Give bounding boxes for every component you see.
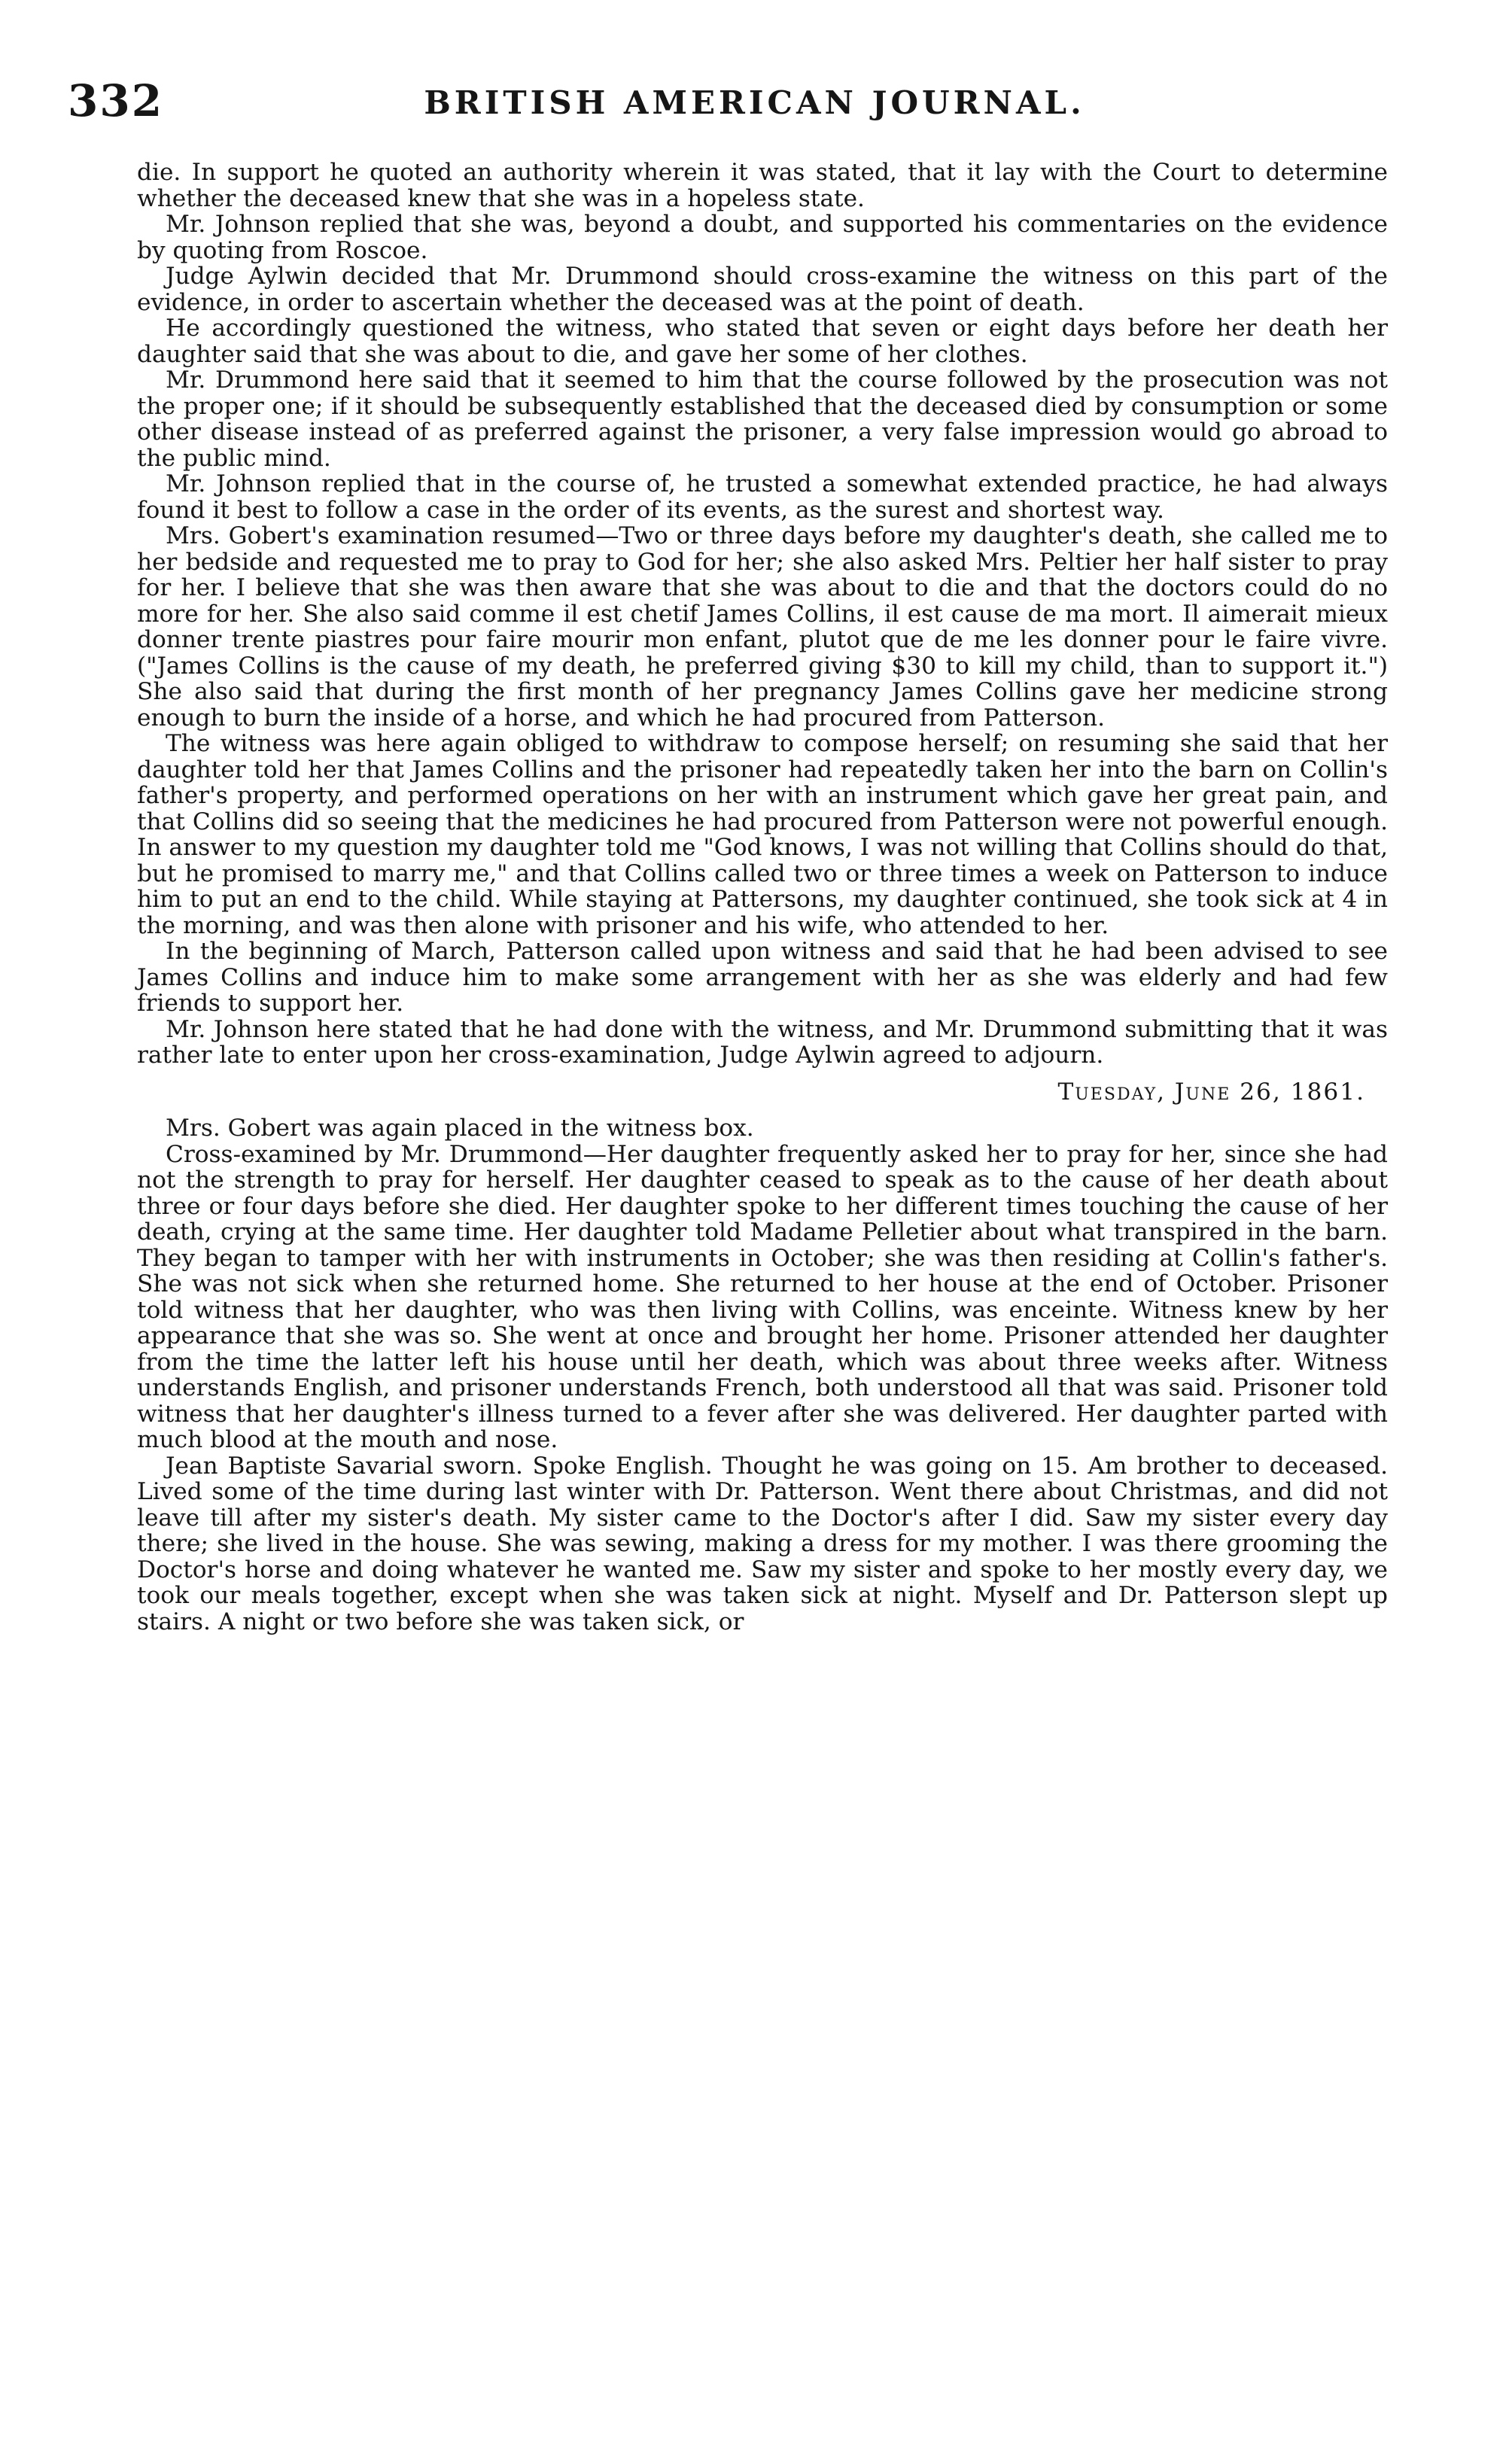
article-body (137, 160, 1388, 1635)
paragraph: Mr. Drummond here said that it seemed to him that the course followed by the prosecution was not the proper one; if it should be subsequently established that the deceased died by consumption or some other disease instead of as preferred against the prisoner, a very false impression would go abroad to the public mind. (137, 367, 1388, 472)
paragraph: Mrs. Gobert's examination resumed—Two or three days before my daughter's death, she called me to her bedside and requested me to pray to God for her; she also asked Mrs. Peltier her half sister to pray for her. I believe that she was then aware that she was about to die and that the doctors could do no more for her. She also said comme il est chetif James Collins, il est cause de ma mort. Il aimerait mieux donner trente piastres pour faire mourir mon enfant, plutot que de me les donner pour le faire vivre. ("James Collins is the cause of my death, he preferred giving $30 to kill my child, than to support it.") She also said that during the first month of her pregnancy James Collins gave her medicine strong enough to burn the inside of a horse, and which he had procured from Patterson. (137, 522, 1388, 732)
paragraph: Mr. Johnson here stated that he had done with the witness, and Mr. Drummond submitting that it was rather late to enter upon her cross-examination, Judge Aylwin agreed to adjourn. (137, 1015, 1388, 1069)
page-number: 332 (68, 75, 164, 126)
paragraph: Mr. Johnson replied that she was, beyond a doubt, and supported his commentaries on the evidence by quoting from Roscoe. (137, 211, 1388, 264)
paragraph: Mr. Johnson replied that in the course of, he trusted a somewhat extended practice, he had always found it best to follow a case in the order of its events, as the surest and shortest way. (137, 470, 1388, 524)
running-head: BRITISH AMERICAN JOURNAL. (424, 84, 1085, 121)
paragraph: Mrs. Gobert was again placed in the witness box. (166, 1115, 754, 1142)
paragraph: The witness was here again obliged to withdraw to compose herself; on resuming she said that her daughter told her that James Collins and the prisoner had repeatedly taken her into the barn on Collin's father's property, and performed operations on her with an instrument which gave her great pain, and that Collins did so seeing that the medicines he had procured from Patterson were not powerful enough. In answer to my question my daughter told me "God knows, I was not willing that Collins should do that, but he promised to marry me," and that Collins called two or three times a week on Patterson to induce him to put an end to the child. While staying at Pattersons, my daughter continued, she took sick at 4 in the morning, and was then alone with prisoner and his wife, who attended to her. (137, 730, 1388, 939)
paragraph: Jean Baptiste Savarial sworn. Spoke English. Thought he was going on 15. Am brother to deceased. Lived some of the time during last winter with Dr. Patterson. Went there about Christmas, and did not leave till after my sister's death. My sister came to the Doctor's after I did. Saw my sister every day there; she lived in the house. She was sewing, making a dress for my mother. I was there grooming the Doctor's horse and doing whatever he wanted me. Saw my sister and spoke to her mostly every day, we took our meals together, except when she was taken sick at night. Myself and Dr. Patterson slept up stairs. A night or two before she was taken sick, or (137, 1452, 1388, 1635)
date-line: Tuesday, June 26, 1861. (1057, 1078, 1365, 1106)
paragraph: die. In support he quoted an authority wherein it was stated, that it lay with the Court to determine whether the deceased knew that she was in a hopeless state. (137, 159, 1388, 212)
paragraph: In the beginning of March, Patterson called upon witness and said that he had been advised to see James Collins and induce him to make some arrangement with her as she was elderly and had few friends to support her. (137, 938, 1388, 1017)
paragraph: Cross-examined by Mr. Drummond—Her daughter frequently asked her to pray for her, since she had not the strength to pray for herself. Her daughter ceased to speak as to the cause of her death about three or four days before she died. Her daughter spoke to her different times touching the cause of her death, crying at the same time. Her daughter told Madame Pelletier about what transpired in the barn. They began to tamper with her with instruments in October; she was then residing at Collin's father's. She was not sick when she returned home. She returned to her house at the end of October. Prisoner told witness that her daughter, who was then living with Collins, was enceinte. Witness knew by her appearance that she was so. She went at once and brought her home. Prisoner attended her daughter from the time the latter left his house until her death, which was about three weeks after. Witness understands English, and prisoner understands French, both understood all that was said. Prisoner told witness that her daughter's illness turned to a fever after she was delivered. Her daughter parted with much blood at the mouth and nose. (137, 1140, 1388, 1453)
paragraph: He accordingly questioned the witness, who stated that seven or eight days before her death her daughter said that she was about to die, and gave her some of her clothes. (137, 315, 1388, 368)
paragraph: Judge Aylwin decided that Mr. Drummond should cross-examine the witness on this part of the evidence, in order to ascertain whether the deceased was at the point of death. (137, 263, 1388, 316)
